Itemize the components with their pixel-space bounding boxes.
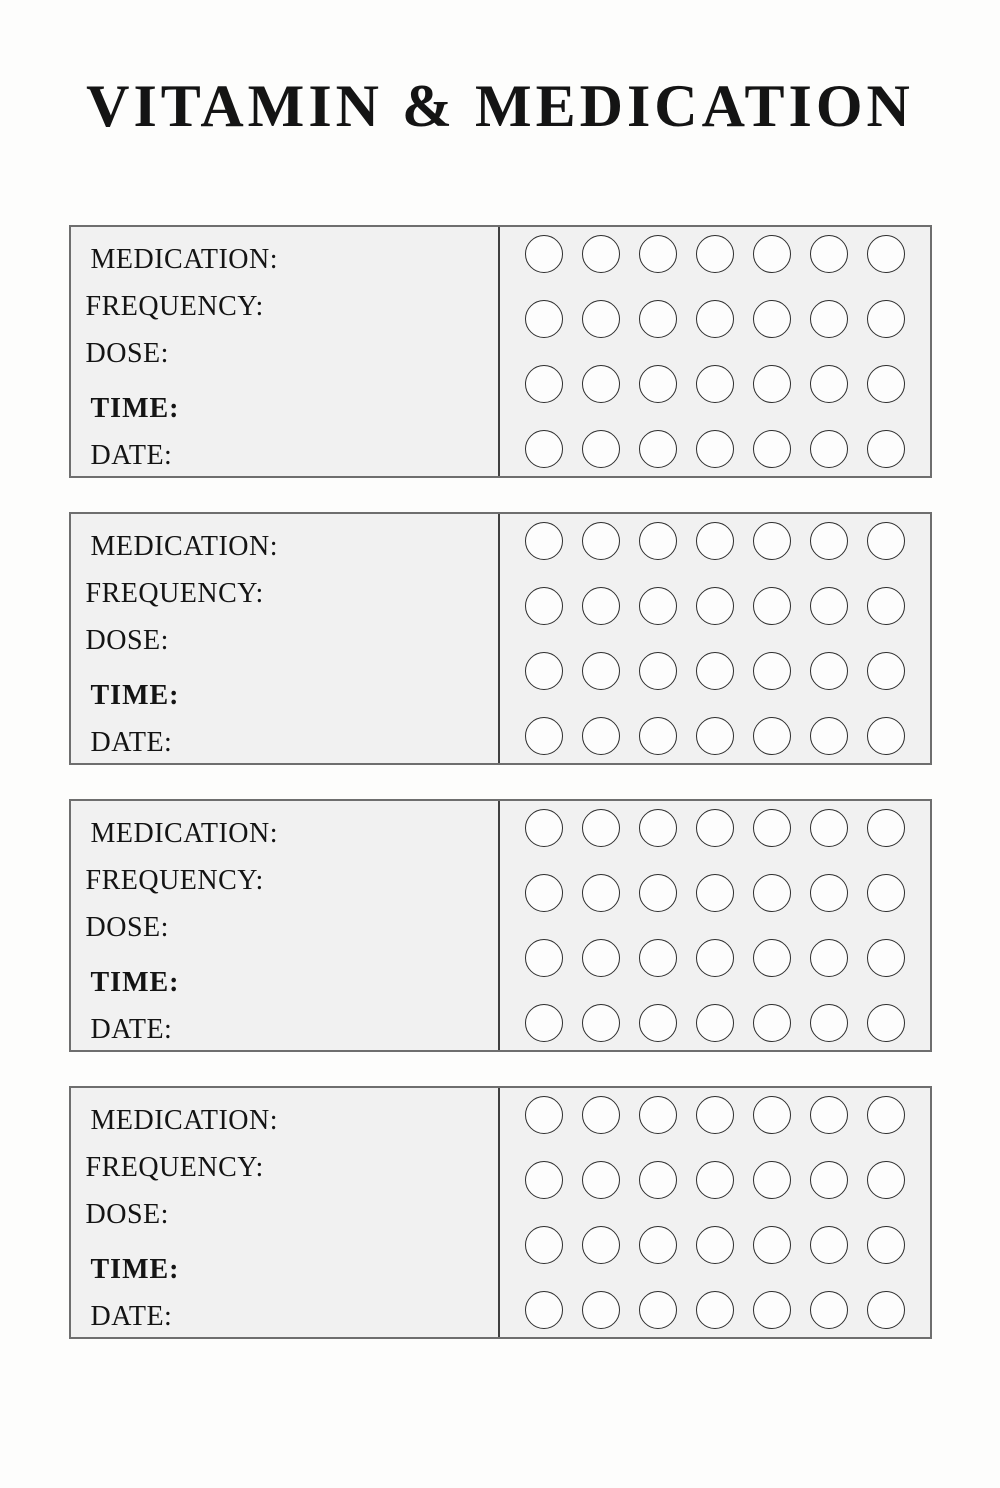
tracker-circle bbox=[867, 1291, 905, 1329]
field-label-frequency: FREQUENCY: bbox=[85, 1152, 264, 1183]
field-label-time: TIME: bbox=[90, 967, 180, 998]
tracker-circle bbox=[525, 717, 563, 755]
field-label-frequency: FREQUENCY: bbox=[85, 291, 264, 322]
tracker-circle bbox=[867, 365, 905, 403]
tracker-circle bbox=[810, 587, 848, 625]
tracker-circle bbox=[867, 300, 905, 338]
tracker-circle bbox=[639, 874, 677, 912]
tracker-circle bbox=[696, 300, 734, 338]
tracker-circle bbox=[696, 1226, 734, 1264]
tracker-circle bbox=[582, 365, 620, 403]
tracker-circle bbox=[582, 939, 620, 977]
tracker-circle bbox=[525, 430, 563, 468]
tracker-circle bbox=[867, 1096, 905, 1134]
field-label-date: DATE: bbox=[90, 1014, 173, 1045]
tracker-circle bbox=[867, 587, 905, 625]
tracker-circle bbox=[639, 430, 677, 468]
tracker-circle bbox=[753, 235, 791, 273]
tracker-circle bbox=[810, 365, 848, 403]
field-label-frequency: FREQUENCY: bbox=[85, 578, 264, 609]
tracker-circle bbox=[582, 1291, 620, 1329]
tracker-circle bbox=[810, 652, 848, 690]
tracker-circle bbox=[753, 652, 791, 690]
tracker-circle bbox=[639, 809, 677, 847]
tracker-circle bbox=[582, 1096, 620, 1134]
tracker-circle bbox=[810, 874, 848, 912]
tracker-circle bbox=[525, 522, 563, 560]
tracker-circle bbox=[525, 874, 563, 912]
tracker-circle bbox=[753, 809, 791, 847]
tracker-circle bbox=[867, 939, 905, 977]
tracker-circle bbox=[753, 1226, 791, 1264]
block-label-column bbox=[71, 1088, 500, 1337]
tracker-circle bbox=[582, 652, 620, 690]
tracker-circle bbox=[525, 365, 563, 403]
tracker-circle bbox=[867, 430, 905, 468]
tracker-circle bbox=[582, 522, 620, 560]
tracker-circle bbox=[810, 430, 848, 468]
tracker-circle bbox=[582, 1226, 620, 1264]
tracker-circle bbox=[867, 1226, 905, 1264]
tracker-circle bbox=[867, 522, 905, 560]
tracker-circle bbox=[696, 939, 734, 977]
tracker-circle bbox=[639, 365, 677, 403]
circle-grid bbox=[500, 227, 930, 476]
tracker-circle bbox=[696, 1096, 734, 1134]
tracker-circle bbox=[525, 587, 563, 625]
tracker-circle bbox=[696, 430, 734, 468]
tracker-circle bbox=[639, 235, 677, 273]
block-label-column bbox=[71, 801, 500, 1050]
tracker-circle bbox=[582, 587, 620, 625]
page-title: VITAMIN & MEDICATION bbox=[86, 73, 914, 139]
tracker-circle bbox=[639, 1004, 677, 1042]
tracker-circle bbox=[639, 717, 677, 755]
tracker-circle bbox=[810, 1226, 848, 1264]
tracker-circle bbox=[525, 1161, 563, 1199]
field-label-medication: MEDICATION: bbox=[90, 1105, 278, 1136]
tracker-circle bbox=[753, 939, 791, 977]
tracker-circle bbox=[582, 235, 620, 273]
circle-grid bbox=[500, 801, 930, 1050]
tracker-circle bbox=[810, 1161, 848, 1199]
tracker-circle bbox=[639, 587, 677, 625]
field-label-frequency: FREQUENCY: bbox=[85, 865, 264, 896]
tracker-circle bbox=[810, 235, 848, 273]
tracker-circle bbox=[525, 1096, 563, 1134]
tracker-circle bbox=[810, 300, 848, 338]
medication-block-1 bbox=[69, 225, 932, 478]
field-label-time: TIME: bbox=[90, 1254, 180, 1285]
tracker-circle bbox=[639, 300, 677, 338]
block-label-column bbox=[71, 514, 500, 763]
field-label-date: DATE: bbox=[90, 1301, 173, 1332]
tracker-circle bbox=[582, 809, 620, 847]
tracker-circle bbox=[582, 1004, 620, 1042]
tracker-circle bbox=[525, 1226, 563, 1264]
tracker-circle bbox=[810, 717, 848, 755]
field-label-date: DATE: bbox=[90, 440, 173, 471]
tracker-circle bbox=[810, 1004, 848, 1042]
tracker-circle bbox=[867, 717, 905, 755]
field-label-dose: DOSE: bbox=[85, 338, 169, 369]
tracker-blocks bbox=[69, 225, 932, 1339]
tracker-circle bbox=[753, 587, 791, 625]
tracker-circle bbox=[867, 235, 905, 273]
tracker-circle bbox=[810, 1291, 848, 1329]
tracker-circle bbox=[696, 809, 734, 847]
tracker-circle bbox=[753, 1004, 791, 1042]
tracker-circle bbox=[867, 1161, 905, 1199]
tracker-circle bbox=[582, 717, 620, 755]
field-label-date: DATE: bbox=[90, 727, 173, 758]
tracker-circle bbox=[810, 1096, 848, 1134]
field-label-medication: MEDICATION: bbox=[90, 244, 278, 275]
tracker-circle bbox=[525, 809, 563, 847]
field-label-time: TIME: bbox=[90, 393, 180, 424]
tracker-circle bbox=[753, 365, 791, 403]
tracker-circle bbox=[753, 874, 791, 912]
tracker-circle bbox=[696, 1291, 734, 1329]
tracker-circle bbox=[753, 1096, 791, 1134]
tracker-circle bbox=[810, 522, 848, 560]
field-label-dose: DOSE: bbox=[85, 625, 169, 656]
tracker-circle bbox=[696, 365, 734, 403]
tracker-circle bbox=[582, 874, 620, 912]
tracker-circle bbox=[753, 1161, 791, 1199]
field-label-time: TIME: bbox=[90, 680, 180, 711]
tracker-circle bbox=[696, 587, 734, 625]
tracker-circle bbox=[639, 1226, 677, 1264]
tracker-circle bbox=[810, 809, 848, 847]
tracker-circle bbox=[639, 1291, 677, 1329]
field-label-medication: MEDICATION: bbox=[90, 818, 278, 849]
tracker-circle bbox=[867, 1004, 905, 1042]
tracker-circle bbox=[525, 939, 563, 977]
tracker-circle bbox=[696, 1161, 734, 1199]
tracker-circle bbox=[525, 1291, 563, 1329]
tracker-circle bbox=[753, 1291, 791, 1329]
tracker-circle bbox=[753, 300, 791, 338]
tracker-circle bbox=[582, 300, 620, 338]
field-label-dose: DOSE: bbox=[85, 1199, 169, 1230]
tracker-circle bbox=[810, 939, 848, 977]
tracker-circle bbox=[696, 1004, 734, 1042]
circle-grid bbox=[500, 1088, 930, 1337]
tracker-circle bbox=[696, 522, 734, 560]
tracker-circle bbox=[525, 300, 563, 338]
tracker-circle bbox=[696, 652, 734, 690]
tracker-circle bbox=[867, 809, 905, 847]
tracker-circle bbox=[867, 652, 905, 690]
tracker-circle bbox=[525, 652, 563, 690]
tracker-circle bbox=[753, 430, 791, 468]
tracker-circle bbox=[753, 522, 791, 560]
tracker-circle bbox=[582, 430, 620, 468]
tracker-circle bbox=[525, 235, 563, 273]
tracker-circle bbox=[753, 717, 791, 755]
tracker-circle bbox=[582, 1161, 620, 1199]
tracker-circle bbox=[867, 874, 905, 912]
tracker-circle bbox=[639, 522, 677, 560]
tracker-circle bbox=[639, 1161, 677, 1199]
medication-block-2 bbox=[69, 512, 932, 765]
medication-block-4 bbox=[69, 1086, 932, 1339]
field-label-medication: MEDICATION: bbox=[90, 531, 278, 562]
medication-block-3 bbox=[69, 799, 932, 1052]
tracker-circle bbox=[696, 235, 734, 273]
tracker-circle bbox=[639, 1096, 677, 1134]
tracker-circle bbox=[639, 652, 677, 690]
tracker-circle bbox=[696, 874, 734, 912]
tracker-circle bbox=[525, 1004, 563, 1042]
tracker-circle bbox=[639, 939, 677, 977]
tracker-circle bbox=[696, 717, 734, 755]
field-label-dose: DOSE: bbox=[85, 912, 169, 943]
block-label-column bbox=[71, 227, 500, 476]
circle-grid bbox=[500, 514, 930, 763]
